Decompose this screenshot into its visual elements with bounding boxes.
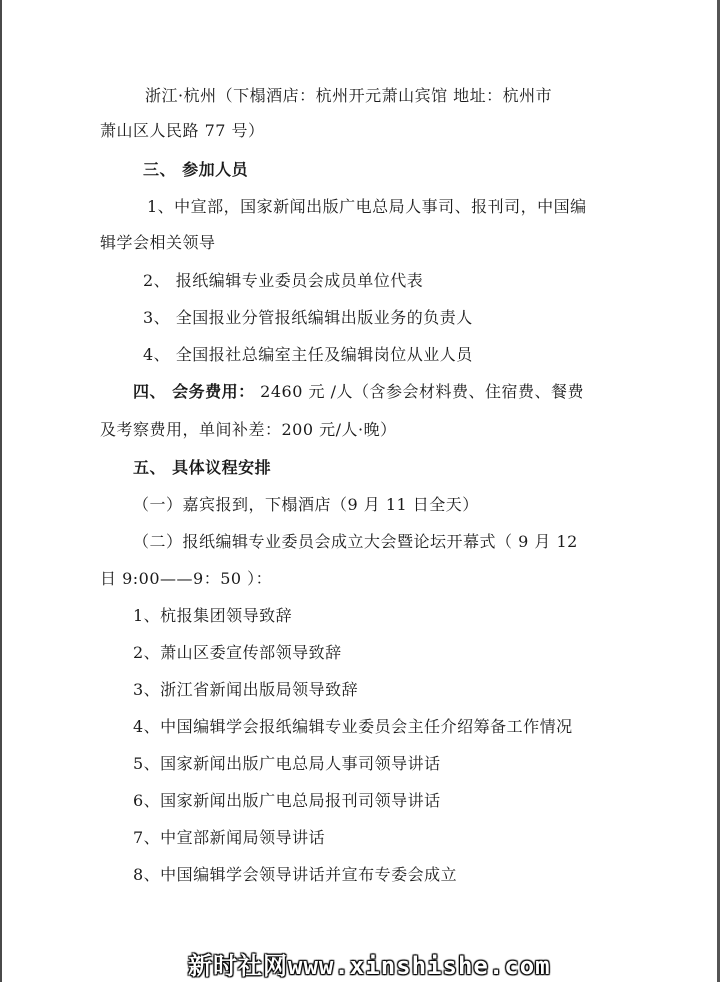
- agenda-item-6: 6、国家新闻出版广电总局报刊司领导讲话: [133, 791, 441, 810]
- section-4-fee: 2460 元 /人（含参会材料费、住宿费、餐费: [260, 382, 584, 401]
- participant-item-1-cont: 辑学会相关领导: [100, 233, 216, 252]
- participant-item-2: 2、 报纸编辑专业委员会成员单位代表: [143, 271, 424, 290]
- page-left-edge: [0, 0, 2, 982]
- agenda-item-1: 1、杭报集团领导致辞: [133, 606, 293, 625]
- section-5-heading: 五、 具体议程安排: [133, 458, 272, 477]
- participant-item-3: 3、 全国报业分管报纸编辑出版业务的负责人: [143, 308, 473, 327]
- participant-item-4: 4、 全国报社总编室主任及编辑岗位从业人员: [143, 345, 473, 364]
- agenda-sub-2-line-1: （二）报纸编辑专业委员会成立大会暨论坛开幕式（ 9 月 12: [133, 532, 578, 551]
- section-4-heading: 四、 会务费用：: [133, 382, 255, 401]
- section-4-line-2: 及考察费用，单间补差：200 元/人·晚）: [100, 420, 397, 439]
- agenda-sub-1: （一）嘉宾报到，下榻酒店（9 月 11 日全天）: [133, 495, 479, 514]
- section-4-line-1: [133, 382, 584, 402]
- agenda-item-2: 2、萧山区委宣传部领导致辞: [133, 643, 342, 662]
- section-3-heading: 三、 参加人员: [143, 160, 249, 179]
- site-watermark: 新时社网www.xinshishe.com: [188, 952, 551, 980]
- agenda-item-3: 3、浙江省新闻出版局领导致辞: [133, 680, 359, 699]
- agenda-item-4: 4、中国编辑学会报纸编辑专业委员会主任介绍筹备工作情况: [133, 717, 573, 736]
- participant-item-1: 1、中宣部，国家新闻出版广电总局人事司、报刊司，中国编: [147, 197, 587, 216]
- venue-line-1: 浙江·杭州（下榻酒店：杭州开元萧山宾馆 地址：杭州市: [145, 86, 553, 105]
- agenda-item-5: 5、国家新闻出版广电总局人事司领导讲话: [133, 754, 441, 773]
- venue-line-2: 萧山区人民路 77 号）: [100, 121, 265, 140]
- agenda-item-8: 8、中国编辑学会领导讲话并宣布专委会成立: [133, 865, 458, 884]
- agenda-item-7: 7、中宣部新闻局领导讲话: [133, 828, 326, 847]
- agenda-sub-2-line-2: 日 9:00——9：50 ）：: [100, 569, 273, 588]
